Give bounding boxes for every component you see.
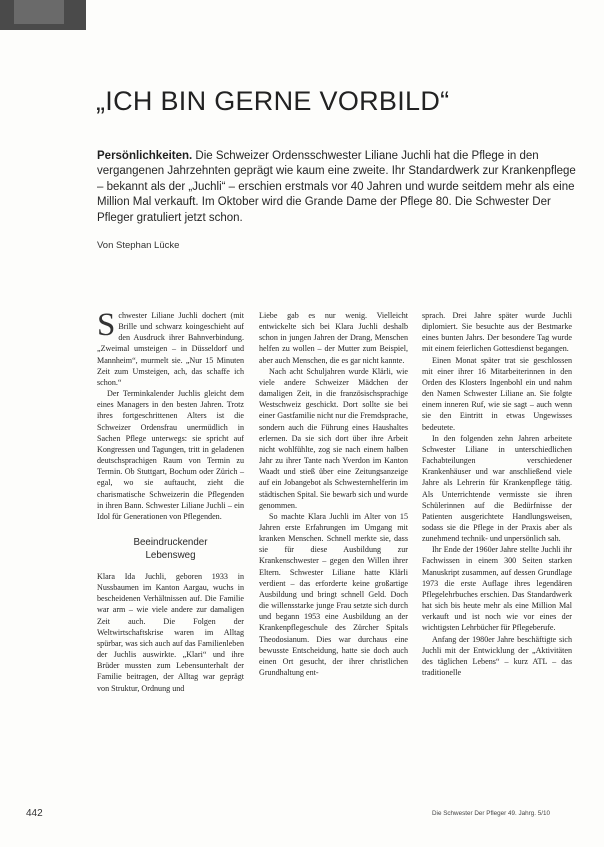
paragraph: Nach acht Schuljahren wurde Klärli, wie viele andere Schweizer Mädchen der damaligen Zeit, in die französischsprachige Westschweiz geschickt. Dort sollte sie bei einer Gastfamilie nicht nur die Fremdsprache, sondern auch die Führung eines Haushaltes erlernen. Da sie sich dort über ihre Arbeit nicht wohlfühlte, zog sie nach einem halben Jahr zu ihrer Tante nach Yverdon im Kanton Waadt und stieß über eine Zeitungsanzeige auf ein Jobangebot als Schwesternhelferin im städtischen Spital. Sie bewarb sich und wurde genommen.: [259, 366, 408, 510]
paragraph: In den folgenden zehn Jahren arbeitete Schwester Liliane in unterschiedlichen Fachabteilungen verschiedener Krankenhäuser und war anschließend viele Jahre als Lehrerin für Krankenpflege tätig. Als Unterrichtende vermisste sie ihren Schülerinnen auf die Bedürfnisse der Patienten ausgerichtete Handlungsweisen, sodass sie die Pflege in der Praxis aber als zunehmend technik- und unpersönlich sah.: [422, 433, 572, 544]
article-lead: [97, 149, 582, 226]
paragraph: Der Terminkalender Juchlis gleicht dem eines Managers in den besten Jahren. Trotz ihres fortgeschrittenen Alters ist die Schweizer Ordensfrau unermüdlich in Sachen Pflege unterwegs: sie spricht auf Kongressen und Tagungen, tritt in geladenen deutschsprachigen Raum von Termin zu Termin. Ob Stuttgart, Bochum oder Zürich – egal, wo sie auftaucht, zieht die charismatische Schweizerin die Pflegenden in ihren Bann. Schwester Liliane Juchli – ein Idol für Generationen von Pflegenden.: [97, 389, 244, 521]
lead-kicker: Persönlichkeiten.: [97, 150, 193, 162]
article-headline: „ICH BIN GERNE VORBILD“: [96, 86, 450, 116]
paragraph: Anfang der 1980er Jahre beschäftigte sich Juchli mit der Entwicklung der „Aktivitäten des täglichen Lebens“ – kurz ATL – das traditionelle: [422, 634, 572, 677]
paragraph: Ihr Ende der 1960er Jahre stellte Juchli ihr Fachwissen in einem 300 Seiten starken Manuskript zusammen, auf dessen Grundlage 1973 die erste Auflage ihres legendären Pflegelehrbuches erschien. Das Standardwerk hat sich bis heute mehr als eine Million Mal verkauft und ist noch wie vor eines der wichtigsten Lehrbücher für Pflegeberufe.: [422, 545, 572, 633]
text-column-3: [422, 310, 572, 678]
text-column-2: [259, 310, 408, 678]
subheading: Beeindruckender Lebensweg: [133, 536, 208, 561]
text-column-1: [97, 307, 244, 694]
section-tab-inner: [14, 0, 64, 24]
dropcap: S: [97, 307, 116, 343]
article-byline: Von Stephan Lücke: [97, 240, 180, 251]
paragraph: Einen Monat später trat sie geschlossen mit einer ihrer 16 Mitarbeiterinnen in den Orden des Klosters Ingenbohl ein und nahm den Namen Schwester Liliane an. Sie folgte einem inneren Ruf, wie sie sagt – auch wenn sie den Eintritt in etwas Ungewisses bedeutete.: [422, 355, 572, 432]
section-tab: [0, 0, 86, 30]
lead-text: Die Schweizer Ordensschwester Liliane Juchli hat die Pflege in den vergangenen Jahrzehnten geprägt wie kaum eine zweite. Ihr Standardwerk zur Krankenpflege – bekannt als der „Juchli“ – erschien erstmals vor 40 Jahren und wurde seitdem mehr als eine Million Mal verkauft. Im Oktober wird die Grande Dame der Pflege 80. Die Schwester Der Pfleger gratuliert jetzt schon.: [97, 150, 576, 224]
paragraph: So machte Klara Juchli im Alter von 15 Jahren erste Erfahrungen im Umgang mit kranken Menschen. Schnell merkte sie, dass sie für diese Ausbildung zur Krankenschwester – gegen den Willen ihrer Eltern. Schwester Liliane hatte Klärli verdient – das erforderte keine großartige Ausbildung und bringt schnell Geld. Doch die willensstarke junge Frau setzte sich durch und begann 1953 eine Ausbildung an der Krankenpflegeschule des Zürcher Spitals Theodosianum. Dies war durchaus eine bewusste Entscheidung, hatte sie doch auch einen Ort gesucht, der ihrer christlichen Grundhaltung ent-: [259, 511, 408, 677]
paragraph: sprach. Drei Jahre später wurde Juchli diplomiert. Sie besuchte aus der Bestmarke eines bunten Jahrs. Der besondere Tag wurde mit einem feierlichen Gottesdienst begangen.: [422, 311, 572, 354]
paragraph: Liebe gab es nur wenig. Vielleicht entwickelte sich bei Klara Juchli deshalb schon in jungen Jahren der Drang, Menschen helfen zu wollen – der Mutter zum Beispiel, aber auch Menschen, die es gar nicht kannte.: [259, 311, 408, 365]
footer-source: Die Schwester Der Pfleger 49. Jahrg. 5/10: [432, 810, 550, 817]
paragraph: Schwester Liliane Juchli dochert (mit Brille und schwarz koingeschieht auf den Ausdruck ihrer Bahnverbindung. „Zweimal umsteigen – in Düsseldorf und Mannheim“, murmelt sie. „Nur 15 Minuten Zeit zum Umsteigen, ach, das schaffe ich schon.“: [97, 307, 244, 387]
page-number: 442: [26, 808, 43, 819]
paragraph: Klara Ida Juchli, geboren 1933 in Nussbaumen im Kanton Aargau, wuchs in bescheidenen Verhältnissen auf. Die Familie war arm – wie viele andere zur damaligen Zeit auch. Die Folgen der Weltwirtschaftskrise waren im Alltag spürbar, was sich auch auf das Familienleben der Juchlis auswirkte. „Klari“ und ihre Brüder mussten zum Lebensunterhalt der Familie beitragen, der Alltag war geprägt von Struktur, Ordnung und: [97, 571, 244, 693]
